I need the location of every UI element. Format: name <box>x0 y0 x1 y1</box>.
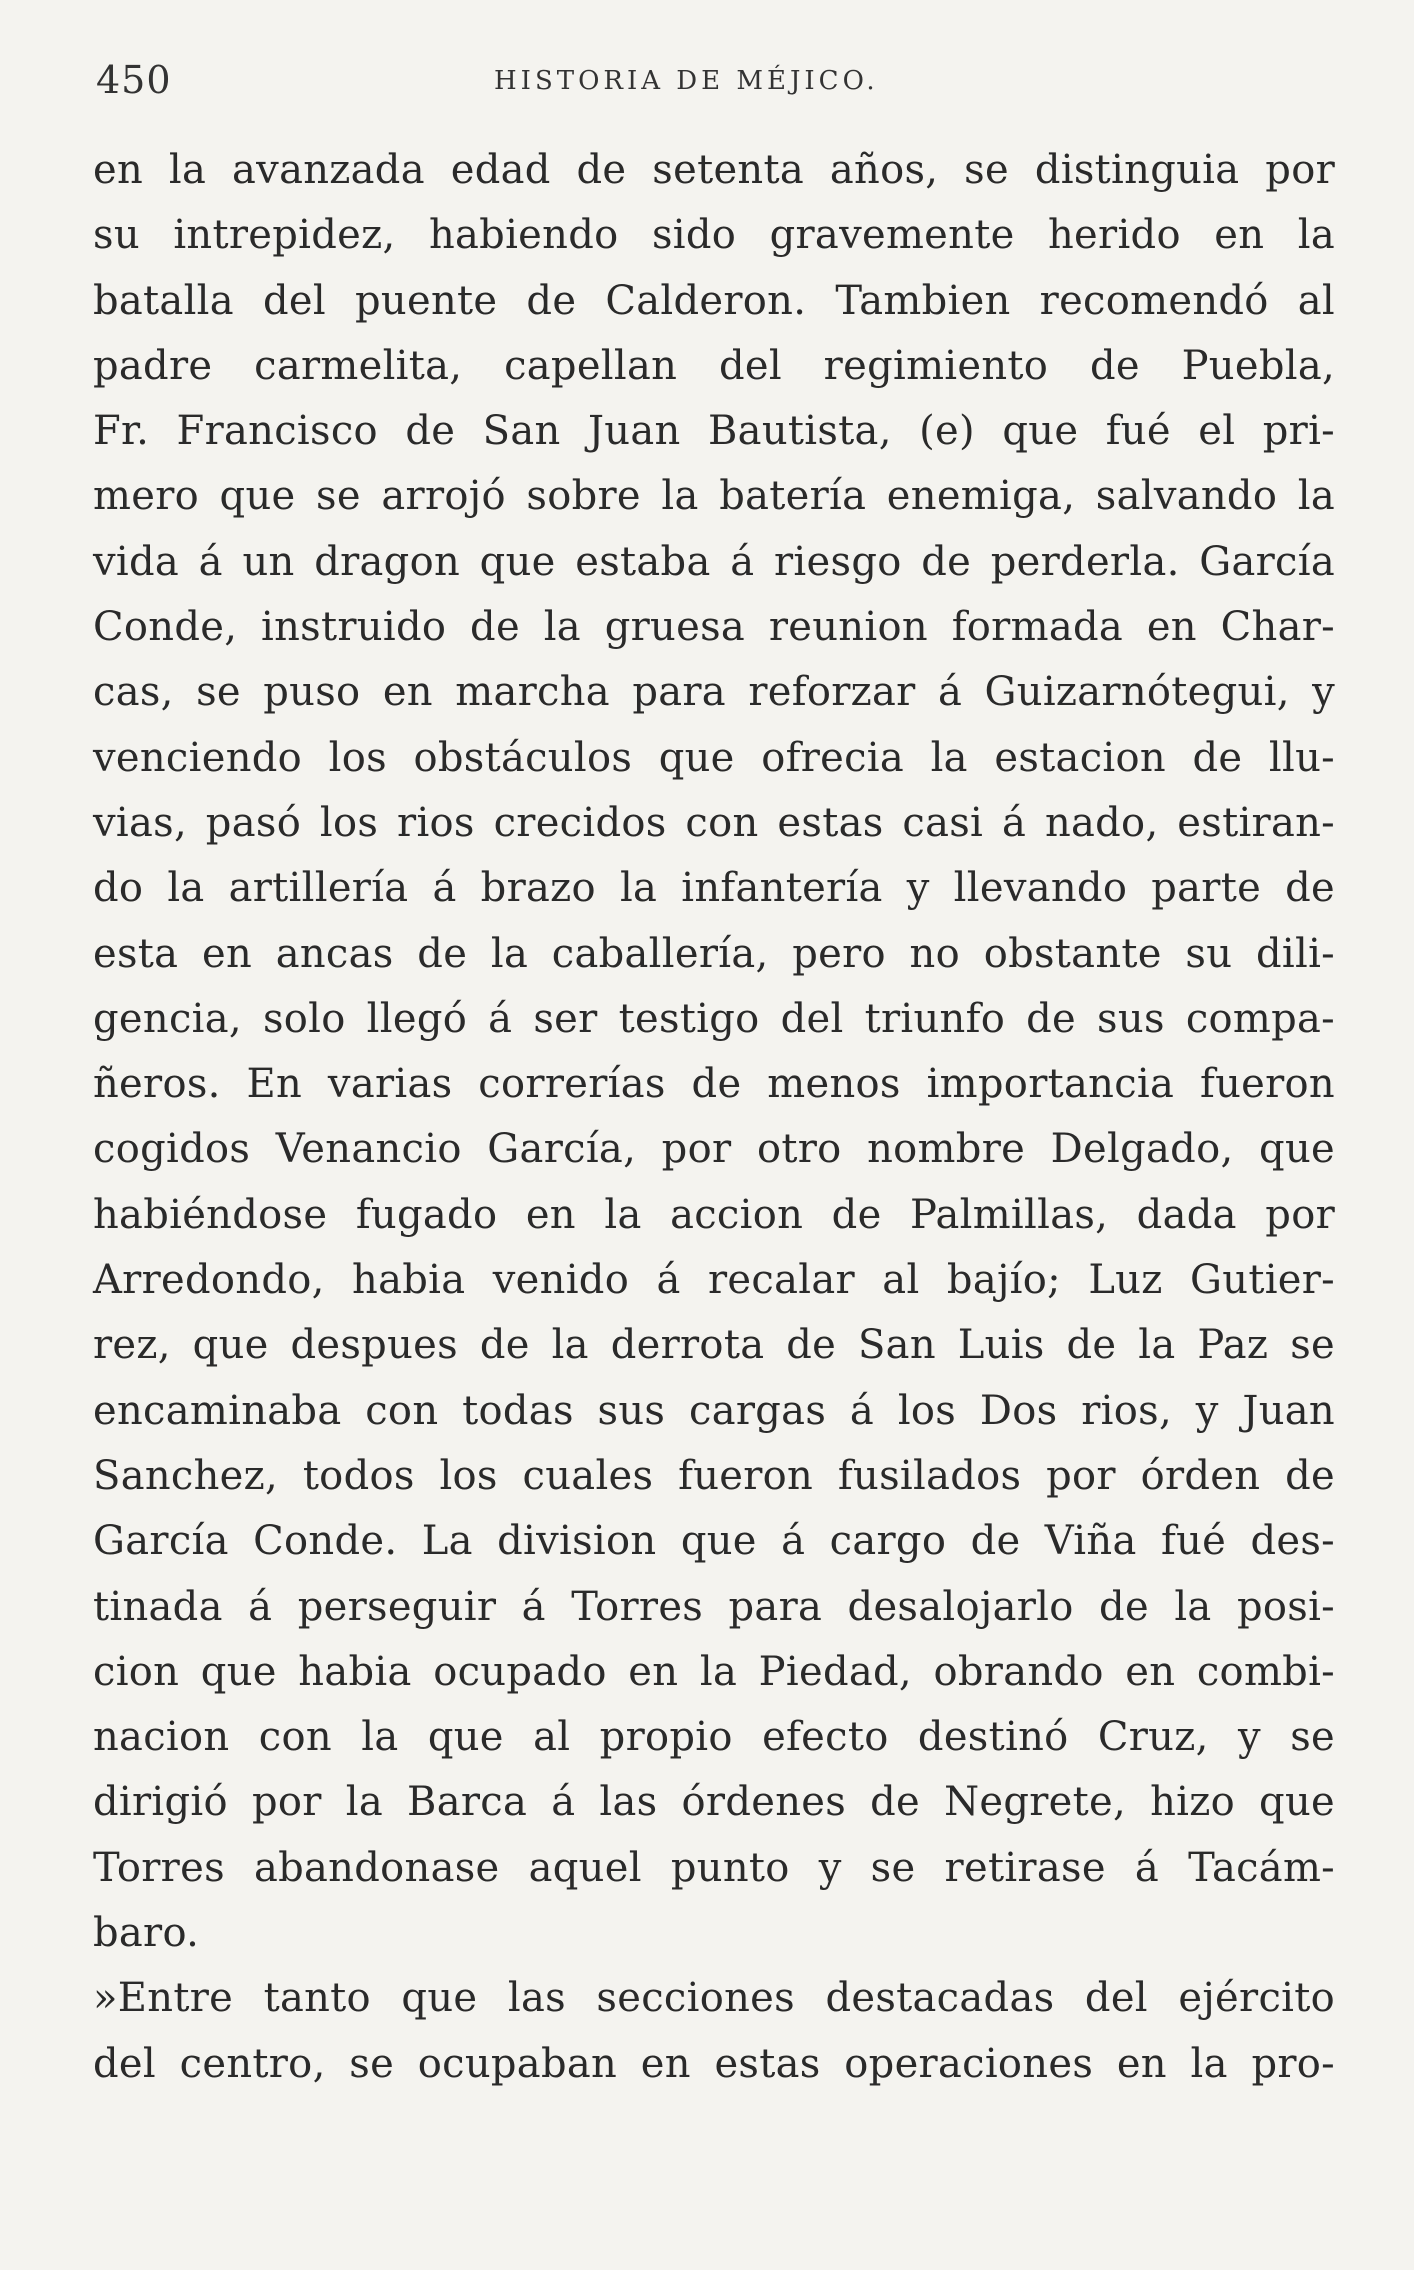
text-line: venciendo los obstáculos que ofrecia la estacion de llu- <box>93 734 1335 781</box>
text-line: gencia, solo llegó á ser testigo del triunfo de sus compa- <box>93 995 1335 1042</box>
text-line: rez, que despues de la derrota de San Luis de la Paz se <box>93 1322 1335 1369</box>
text-line: encaminaba con todas sus cargas á los Dos rios, y Juan <box>93 1387 1335 1434</box>
text-line: nacion con la que al propio efecto destinó Cruz, y se <box>93 1714 1335 1761</box>
text-line: do la artillería á brazo la infantería y llevando parte de <box>93 865 1335 912</box>
running-title: HISTORIA DE MÉJICO. <box>494 66 879 96</box>
text-line: Sanchez, todos los cuales fueron fusilados por órden de <box>93 1452 1335 1499</box>
text-line: tinada á perseguir á Torres para desalojarlo de la posi- <box>93 1583 1335 1630</box>
text-line: cion que habia ocupado en la Piedad, obrando en combi- <box>93 1648 1335 1695</box>
text-line: Fr. Francisco de San Juan Bautista, (e) que fué el pri- <box>93 408 1335 455</box>
text-line: dirigió por la Barca á las órdenes de Negrete, hizo que <box>93 1779 1335 1826</box>
body-text <box>93 138 1335 2097</box>
text-line: en la avanzada edad de setenta años, se distinguia por <box>93 147 1335 193</box>
text-line: Torres abandonase aquel punto y se retirase á Tacám- <box>93 1844 1335 1891</box>
text-line: del centro, se ocupaban en estas operaciones en la pro- <box>93 2040 1335 2087</box>
text-line: cas, se puso en marcha para reforzar á Guizarnótegui, y <box>93 669 1335 716</box>
text-line: Conde, instruido de la gruesa reunion formada en Char- <box>93 604 1335 651</box>
text-line: mero que se arrojó sobre la batería enemiga, salvando la <box>93 473 1335 520</box>
text-line: vias, pasó los rios crecidos con estas casi á nado, estiran- <box>93 799 1335 846</box>
text-line: cogidos Venancio García, por otro nombre Delgado, que <box>93 1126 1335 1173</box>
text-line: Arredondo, habia venido á recalar al bajío; Luz Gutier- <box>93 1257 1335 1304</box>
text-line: batalla del puente de Calderon. Tambien recomendó al <box>93 277 1335 324</box>
text-line: padre carmelita, capellan del regimiento de Puebla, <box>93 342 1335 389</box>
text-line: vida á un dragon que estaba á riesgo de perderla. García <box>93 538 1335 585</box>
text-line: habiéndose fugado en la accion de Palmillas, dada por <box>93 1191 1335 1238</box>
text-line: ñeros. En varias correrías de menos importancia fueron <box>93 1061 1335 1108</box>
page-number: 450 <box>96 58 172 102</box>
text-line: esta en ancas de la caballería, pero no obstante su dili- <box>93 930 1335 977</box>
text-line: su intrepidez, habiendo sido gravemente herido en la <box>93 212 1335 259</box>
paragraph-start-line: »Entre tanto que las secciones destacadas del ejército <box>93 1975 1335 2022</box>
text-line: García Conde. La division que á cargo de Viña fué des- <box>93 1518 1335 1565</box>
paragraph-end-line: baro. <box>93 1910 200 1957</box>
